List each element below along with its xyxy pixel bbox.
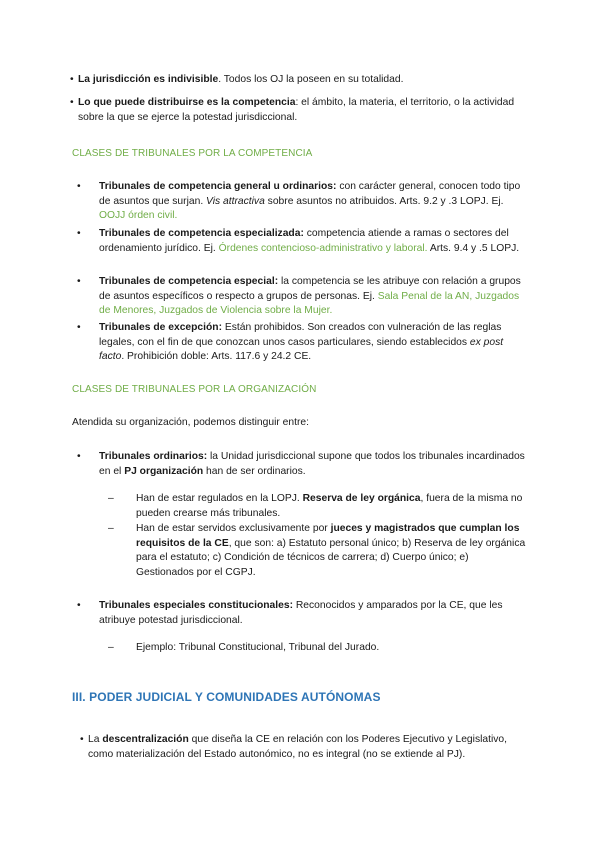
section-heading-organizacion: CLASES DE TRIBUNALES POR LA ORGANIZACIÓN	[72, 384, 317, 395]
sub-item: – Han de estar servidos exclusivamente por jueces y magistrados que cumplan los requisitos de la CE, que son: a) Estatuto personal único; b) Reserva de ley orgánica para el estatuto; c) Condición de técnicos de carrera; d) Cuerpo único; e) Gestionados por el CGPJ.	[108, 523, 526, 578]
list-item-descentralizacion: • La descentralización que diseña la CE en relación con los Poderes Ejecutivo y Legislativo, como materialización del Estado autonómico, no es integral (no se extiende al PJ).	[80, 734, 507, 760]
section-intro: Atendida su organización, podemos distinguir entre:	[72, 417, 309, 428]
dash: –	[108, 493, 114, 504]
intro-item-competencia: • Lo que puede distribuirse es la competencia: el ámbito, la materia, el territorio, o la actividad sobre la que se ejerce la potestad jurisdiccional.	[70, 97, 515, 123]
bullet: •	[77, 276, 81, 287]
bullet: •	[77, 228, 81, 239]
section-heading-competencia: CLASES DE TRIBUNALES POR LA COMPETENCIA	[72, 148, 313, 159]
intro-item-indivisible: • La jurisdicción es indivisible. Todos los OJ la poseen en su totalidad.	[78, 73, 518, 88]
bullet: •	[77, 181, 81, 192]
list-item: • Tribunales de competencia especializada: competencia atiende a ramas o sectores del ordenamiento jurídico. Ej. Órdenes contencioso-administrativo y laboral. Arts. 9.4 y .5 LOPJ.	[77, 228, 520, 254]
bullet: •	[70, 74, 74, 85]
section-heading-cc-aa: III. PODER JUDICIAL Y COMUNIDADES AUTÓNOMAS	[72, 690, 381, 704]
bullet: •	[77, 451, 81, 462]
list-item-especiales: • Tribunales especiales constitucionales: Reconocidos y amparados por la CE, que les atribuye potestad jurisdiccional.	[77, 600, 503, 626]
bold-term: La jurisdicción es indivisible	[78, 74, 219, 85]
dash: –	[108, 642, 114, 653]
bullet: •	[70, 97, 74, 108]
bold-term: Lo que puede distribuirse es la competencia	[78, 97, 296, 108]
bullet: •	[77, 322, 81, 333]
dash: –	[108, 523, 114, 534]
list-item: • Tribunales de competencia especial: la competencia se les atribuye con relación a grupos de asuntos específicos o respecto a grupos de personas. Ej. Sala Penal de la AN, Juzgados de Menores, Juzgados de Violencia sobre la Mujer.	[77, 276, 521, 316]
bullet: •	[80, 734, 84, 745]
sub-item: – Han de estar regulados en la LOPJ. Reserva de ley orgánica, fuera de la misma no pueden crearse más tribunales.	[108, 493, 523, 519]
list-item: • Tribunales de competencia general u ordinarios: con carácter general, conocen todo tipo de asuntos que surjan. Vis attractiva sobre asuntos no atribuidos. Arts. 9.2 y .3 LOPJ. Ej. OOJJ órden civil.	[77, 181, 521, 221]
list-item-ordinarios: • Tribunales ordinarios: la Unidad jurisdiccional supone que todos los tribunales incardinados en el PJ organización han de ser ordinarios.	[77, 451, 525, 477]
list-item: • Tribunales de excepción: Están prohibidos. Son creados con vulneración de las reglas legales, con el fin de que conozcan unos casos particulares, siendo establecidos ex post facto. Prohibición doble: Arts. 117.6 y 24.2 CE.	[77, 322, 504, 362]
sub-item: – Ejemplo: Tribunal Constitucional, Tribunal del Jurado.	[136, 641, 526, 656]
bullet: •	[77, 600, 81, 611]
